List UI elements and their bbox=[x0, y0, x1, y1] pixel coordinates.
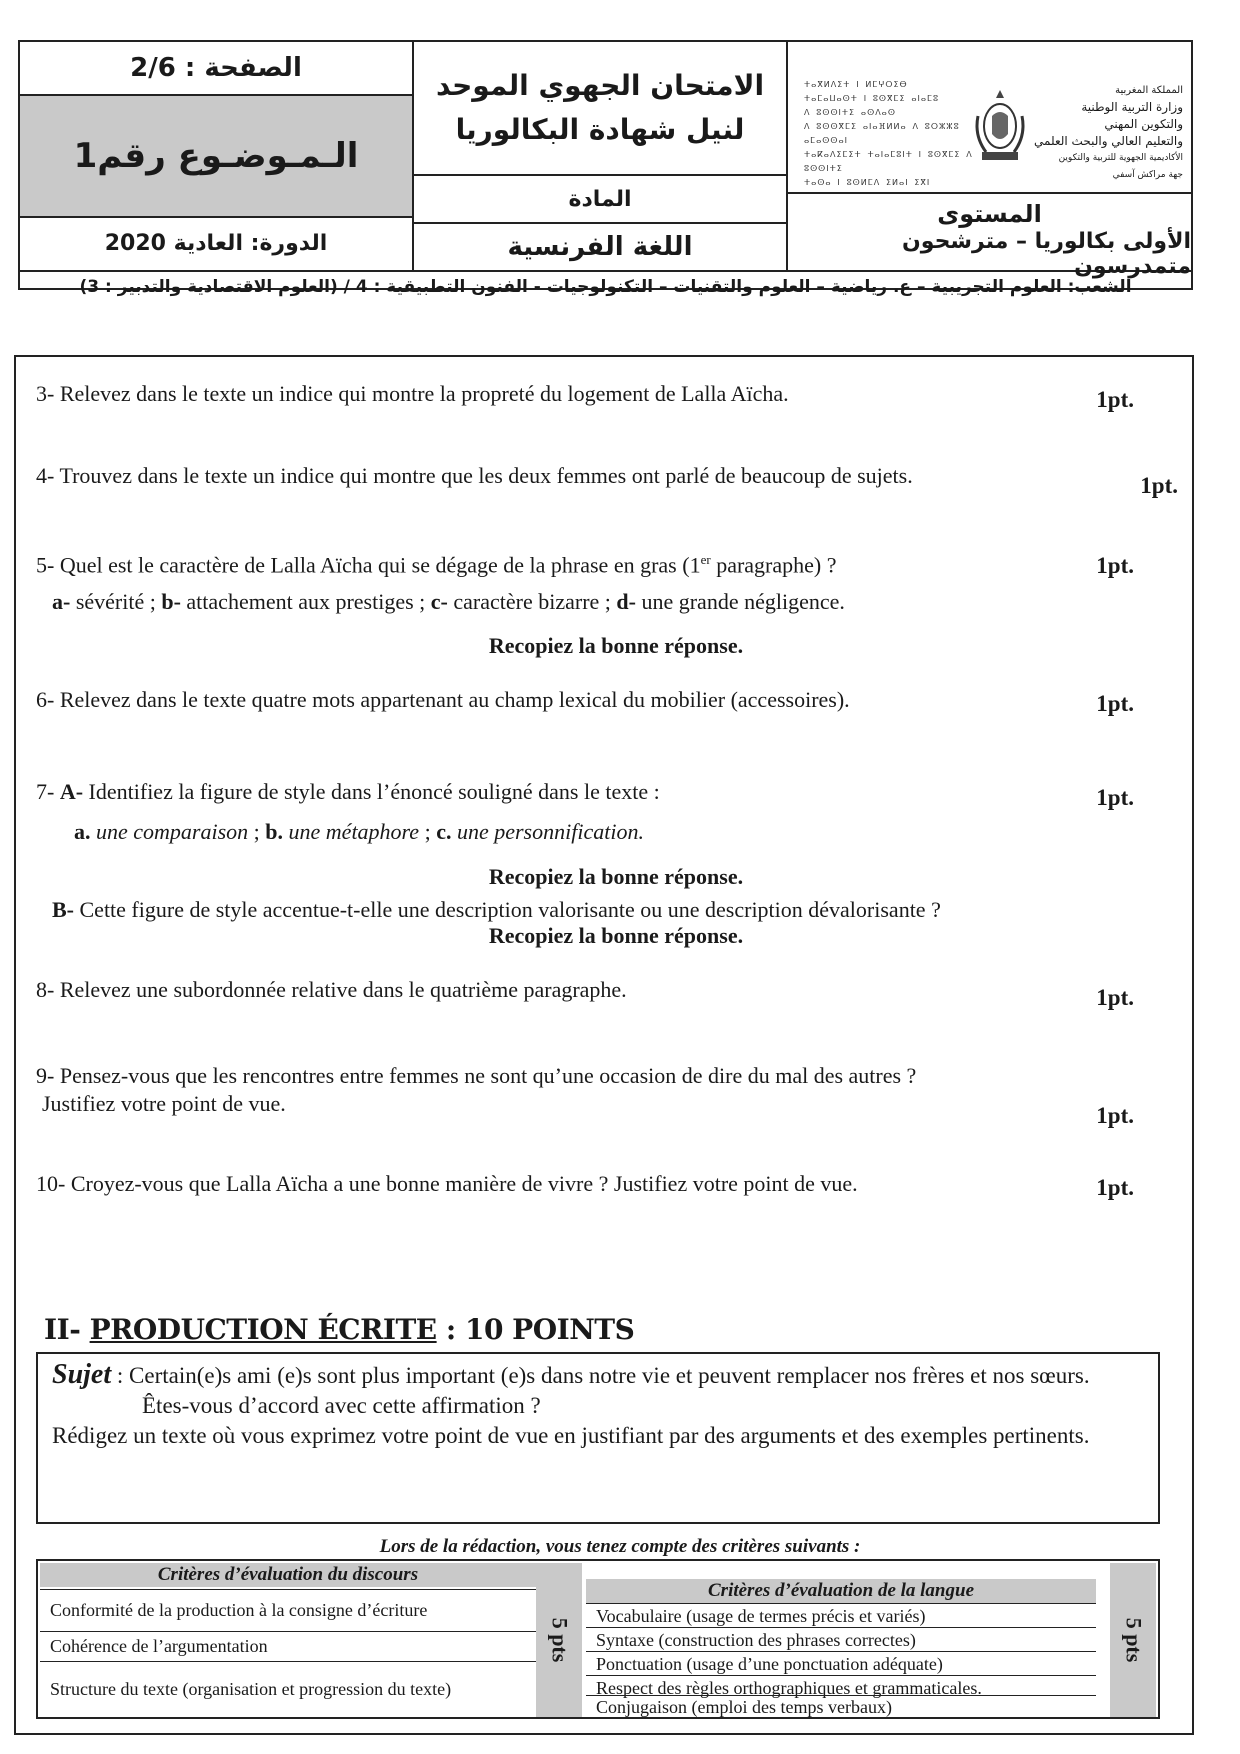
ministry-arabic-text bbox=[1033, 82, 1183, 184]
question-7-part-b bbox=[52, 895, 1182, 925]
langue-points: 5 pts bbox=[1121, 1617, 1146, 1663]
discours-criterion: Conformité de la production à la consigne d’écriture bbox=[40, 1589, 536, 1631]
sujet-instruction: Rédigez un texte où vous exprimez votre point de vue en justifiant par des arguments et des exemples pertinents. bbox=[52, 1423, 1090, 1448]
matiere-value: اللغة الفرنسية bbox=[507, 232, 693, 262]
instruction: Recopiez la bonne réponse. bbox=[488, 864, 744, 889]
question-text: Identifiez la figure de style dans l’énoncé souligné dans le texte : bbox=[83, 779, 660, 804]
option-text: une grande négligence. bbox=[635, 589, 845, 614]
question-text: Relevez dans le texte un indice qui montre la propreté du logement de Lalla Aïcha. bbox=[59, 381, 789, 406]
question-5 bbox=[36, 545, 1136, 580]
question-5-options bbox=[52, 587, 845, 617]
discours-header: Critères d’évaluation du discours bbox=[40, 1563, 536, 1587]
question-text: Quel est le caractère de Lalla Aïcha qui se dégage de la phrase en gras (1 bbox=[59, 552, 701, 578]
question-10 bbox=[36, 1169, 1136, 1199]
question-4 bbox=[36, 461, 1156, 491]
criteria-table bbox=[36, 1559, 1160, 1719]
question-points: 1pt. bbox=[1096, 1175, 1134, 1200]
discours-points-cell bbox=[536, 1563, 582, 1717]
question-9-line2: Justifiez votre point de vue. bbox=[42, 1091, 286, 1116]
question-9 bbox=[36, 1061, 1176, 1091]
question-6 bbox=[36, 685, 1136, 715]
option-key: a- bbox=[52, 589, 71, 614]
langue-points-cell bbox=[1110, 1563, 1156, 1717]
question-text: Pensez-vous que les rencontres entre femmes ne sont qu’une occasion de dire du mal des autres ? bbox=[59, 1063, 917, 1088]
question-number: 5- bbox=[36, 552, 55, 578]
exam-title-line1: الامتحان الجهوي الموحد bbox=[435, 69, 765, 102]
streams-line: الشعب: العلوم التجريبية – ع. رياضية – العلوم والتقنيات – التكنولوجيات - الفنون التطبيقية : 4 / (العلوم الاقتصادية والتدبير : 3) bbox=[79, 277, 1132, 297]
tifinagh-ministry-text bbox=[804, 78, 984, 190]
ministry-line: والتكوين المهني bbox=[1104, 117, 1183, 131]
question-points: 1pt. bbox=[1096, 1103, 1134, 1128]
tifinagh-line: ⵜⴰⵙⴰ ⵏ ⵓⵙⵍⵎⴷ ⵉⵍⴰⵏ ⵉⴳⵏ bbox=[804, 178, 931, 187]
ministry-line: والتعليم العالي والبحث العلمي bbox=[1034, 134, 1183, 148]
question-points: 1pt. bbox=[1096, 985, 1134, 1010]
section-points: : 10 POINTS bbox=[436, 1313, 635, 1346]
exam-title-line2: لنيل شهادة البكالوريا bbox=[455, 113, 745, 146]
question-points: 1pt. bbox=[1096, 553, 1134, 578]
tifinagh-line: ⵜⴰⵎⴰⵡⴰⵙⵜ ⵏ ⵓⵙⴳⵎⵉ ⴰⵏⴰⵎⵓ bbox=[804, 94, 940, 103]
option-key: a. bbox=[74, 819, 91, 844]
exam-header bbox=[18, 40, 1193, 297]
discours-criterion: Structure du texte (organisation et progression du texte) bbox=[40, 1661, 536, 1717]
instruction: Recopiez la bonne réponse. bbox=[488, 633, 744, 658]
question-number: 8- bbox=[36, 977, 55, 1002]
question-points: 1pt. bbox=[1096, 691, 1134, 716]
discours-points: 5 pts bbox=[547, 1617, 572, 1663]
question-text: Croyez-vous que Lalla Aïcha a une bonne manière de vivre ? Justifiez votre point de vue. bbox=[70, 1171, 858, 1196]
sujet-question: Êtes-vous d’accord avec cette affirmation ? bbox=[142, 1393, 541, 1418]
session-label: الدورة: العادية 2020 bbox=[104, 230, 328, 256]
question-points: 1pt. bbox=[1096, 387, 1134, 412]
langue-criterion: Syntaxe (construction des phrases correctes) bbox=[586, 1627, 1096, 1651]
section-prefix: II- bbox=[44, 1313, 81, 1346]
discours-criterion: Cohérence de l’argumentation bbox=[40, 1631, 536, 1661]
subject-number: الـمـوضـوع رقم1 bbox=[20, 96, 412, 216]
langue-header: Critères d’évaluation de la langue bbox=[586, 1579, 1096, 1603]
option-key: b. bbox=[265, 819, 284, 844]
section-title-text: PRODUCTION ÉCRITE bbox=[89, 1313, 437, 1346]
option-key: c. bbox=[436, 819, 452, 844]
question-number: 4- bbox=[36, 463, 55, 488]
instruction: Recopiez la bonne réponse. bbox=[488, 923, 744, 948]
option-key: d- bbox=[616, 589, 636, 614]
matiere-label: المادة bbox=[568, 186, 632, 212]
option-key: c- bbox=[430, 589, 448, 614]
niveau-label: المستوى bbox=[937, 200, 1042, 228]
option-text: attachement aux prestiges ; bbox=[180, 589, 431, 614]
option-key: b- bbox=[161, 589, 181, 614]
sujet-box bbox=[36, 1352, 1160, 1524]
question-text: Cette figure de style accentue-t-elle une description valorisante ou une description dévalorisante ? bbox=[74, 897, 941, 922]
langue-criterion: Ponctuation (usage d’une ponctuation adéquate) bbox=[586, 1651, 1096, 1675]
ministry-line: جهة مراكش آسفي bbox=[1112, 170, 1183, 180]
question-points: 1pt. bbox=[1096, 785, 1134, 810]
niveau-value: الأولى بكالوريا – مترشحون متمدرسون bbox=[902, 229, 1191, 279]
question-text: Relevez dans le texte quatre mots appartenant au champ lexical du mobilier (accessoires). bbox=[59, 687, 850, 712]
langue-criterion: Conjugaison (emploi des temps verbaux) bbox=[586, 1695, 1096, 1717]
question-number: 10- bbox=[36, 1171, 66, 1196]
tifinagh-line: ⵜⴰⴳⵍⴷⵉⵜ ⵏ ⵍⵎⵖⵔⵉⴱ bbox=[804, 80, 908, 89]
superscript: er bbox=[700, 552, 711, 567]
langue-criterion: Respect des règles orthographiques et grammaticales. bbox=[586, 1675, 1096, 1699]
sujet-text bbox=[52, 1360, 1152, 1451]
section-title bbox=[44, 1313, 634, 1346]
ministry-line: وزارة التربية الوطنية bbox=[1081, 100, 1183, 114]
ministry-logo-block bbox=[788, 42, 1191, 192]
question-number: 3- bbox=[36, 381, 55, 406]
sujet-line: : Certain(e)s ami (e)s sont plus important (e)s dans notre vie et peuvent remplacer nos frères et nos sœurs. bbox=[111, 1363, 1090, 1388]
question-number: 6- bbox=[36, 687, 55, 712]
tifinagh-line: ⴷ ⵓⵙⵙⵏⵜⵉ ⴰⵙⴷⴰⵙ bbox=[804, 108, 896, 117]
question-3 bbox=[36, 379, 1136, 409]
question-number: 9- bbox=[36, 1063, 55, 1088]
criteria-title: Lors de la rédaction, vous tenez compte des critères suivants : bbox=[379, 1536, 861, 1557]
page-number: الصفحة : 2/6 bbox=[130, 53, 302, 83]
question-7 bbox=[36, 777, 1136, 807]
question-text: Relevez une subordonnée relative dans le quatrième paragraphe. bbox=[59, 977, 627, 1002]
tifinagh-line: ⵜⴰⴽⴰⴷⵉⵎⵉⵜ ⵜⴰⵏⴰⵎⵓⵏⵜ ⵏ ⵓⵙⴳⵎⵉ ⴷ ⵓⵙⵙⵏⵜⵉ bbox=[804, 150, 973, 173]
part-key: A- bbox=[59, 779, 84, 804]
part-key: B- bbox=[52, 897, 74, 922]
question-points: 1pt. bbox=[1140, 473, 1178, 498]
question-8 bbox=[36, 975, 1136, 1005]
ministry-line: الأكاديمية الجهوية للتربية والتكوين bbox=[1058, 153, 1183, 163]
option-text: sévérité ; bbox=[70, 589, 162, 614]
exam-title bbox=[414, 42, 786, 174]
question-number: 7- bbox=[36, 779, 55, 804]
coat-of-arms-icon bbox=[972, 86, 1028, 166]
option-text: une personnification. bbox=[456, 819, 644, 844]
option-text: une métaphore bbox=[288, 819, 420, 844]
langue-criterion: Vocabulaire (usage de termes précis et variés) bbox=[586, 1603, 1096, 1627]
ministry-line: المملكة المغربية bbox=[1115, 85, 1183, 96]
question-text: Trouvez dans le texte un indice qui montre que les deux femmes ont parlé de beaucoup de sujets. bbox=[59, 463, 913, 488]
option-text: caractère bizarre ; bbox=[447, 589, 617, 614]
question-text-end: paragraphe) ? bbox=[710, 552, 837, 578]
option-text: une comparaison bbox=[96, 819, 249, 844]
question-7-options: a. une comparaison ; b. une métaphore ; c. une personnification. bbox=[74, 819, 644, 844]
tifinagh-line: ⴷ ⵓⵙⵙⴳⵎⵉ ⴰⵏⴰⴼⵍⵍⴰ ⴷ ⵓⵔⵣⵣⵓ ⴰⵎⴰⵙⵙⴰⵏ bbox=[804, 122, 960, 145]
sujet-paragraph-1 bbox=[52, 1360, 1152, 1391]
questions-frame bbox=[14, 355, 1194, 1735]
sujet-label: Sujet bbox=[52, 1359, 112, 1390]
